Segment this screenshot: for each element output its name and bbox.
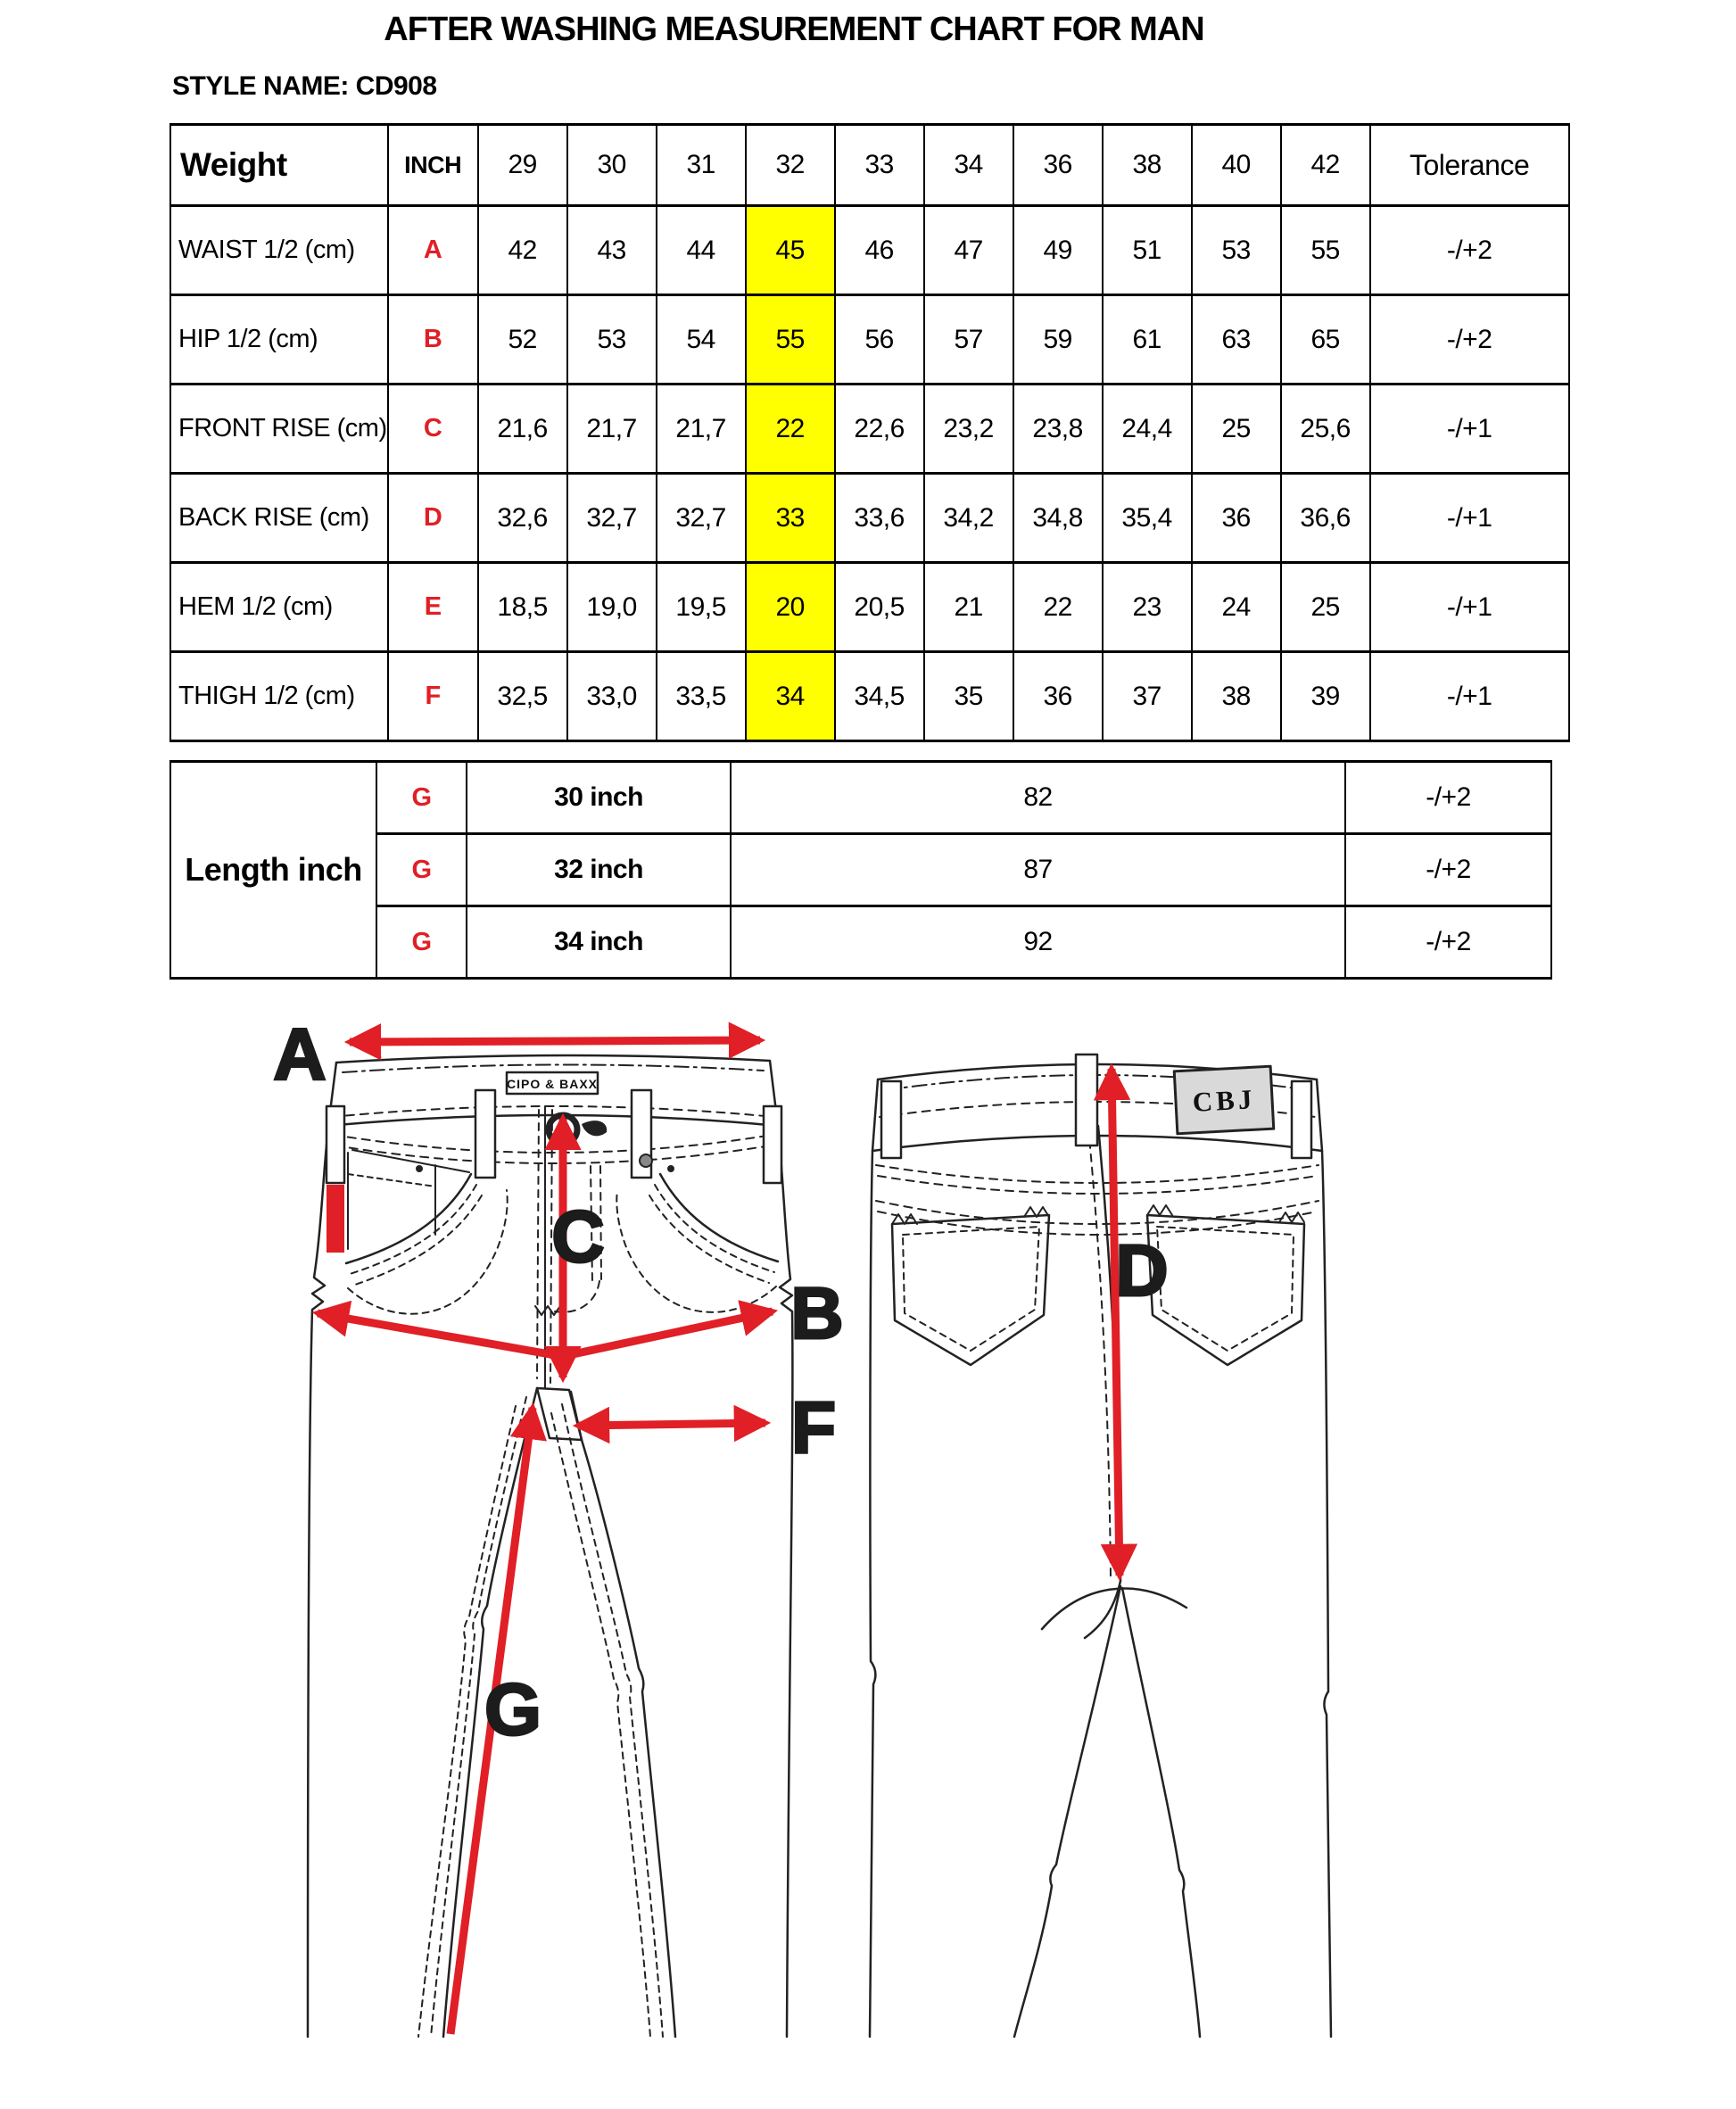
size-cell: 32,7 bbox=[657, 474, 746, 563]
size-cell: 21,7 bbox=[567, 385, 657, 474]
size-cell: 24 bbox=[1192, 563, 1281, 652]
tolerance-cell: -/+2 bbox=[1345, 762, 1551, 834]
size-cell: 32,6 bbox=[478, 474, 567, 563]
size-cell: 56 bbox=[835, 295, 924, 385]
row-label: THIGH 1/2 (cm) bbox=[170, 652, 388, 741]
size-cell: 55 bbox=[1281, 206, 1370, 295]
length-row bbox=[170, 762, 1551, 834]
size-cell: 22 bbox=[1013, 563, 1103, 652]
arrow-a-waist bbox=[350, 1040, 760, 1042]
size-cell: 54 bbox=[657, 295, 746, 385]
jeans-measurement-diagram bbox=[0, 1003, 1736, 2109]
tolerance-cell: -/+1 bbox=[1370, 652, 1569, 741]
size-cell: 25 bbox=[1192, 385, 1281, 474]
diagram-label-b: B bbox=[790, 1273, 844, 1354]
size-cell: 33,0 bbox=[567, 652, 657, 741]
size-cell: 33,5 bbox=[657, 652, 746, 741]
arrow-b-hip-left bbox=[318, 1313, 555, 1355]
header-size: 34 bbox=[924, 125, 1013, 206]
measure-letter: E bbox=[388, 563, 478, 652]
header-size: 38 bbox=[1103, 125, 1192, 206]
size-cell: 34,5 bbox=[835, 652, 924, 741]
length-value: 92 bbox=[731, 906, 1345, 979]
size-cell: 51 bbox=[1103, 206, 1192, 295]
arrow-f-thigh bbox=[578, 1423, 765, 1426]
measure-letter: F bbox=[388, 652, 478, 741]
measure-letter: G bbox=[376, 762, 467, 834]
tolerance-cell: -/+2 bbox=[1345, 834, 1551, 906]
size-cell: 42 bbox=[478, 206, 567, 295]
size-cell-highlighted: 55 bbox=[746, 295, 835, 385]
size-cell: 25 bbox=[1281, 563, 1370, 652]
length-row bbox=[170, 834, 1551, 906]
table-row bbox=[170, 652, 1569, 741]
size-cell: 34,2 bbox=[924, 474, 1013, 563]
size-cell: 32,5 bbox=[478, 652, 567, 741]
length-table bbox=[169, 760, 1552, 980]
size-cell: 23 bbox=[1103, 563, 1192, 652]
jeans-front-view bbox=[308, 1055, 792, 2037]
size-cell: 43 bbox=[567, 206, 657, 295]
size-cell: 36 bbox=[1192, 474, 1281, 563]
diagram-label-g: G bbox=[484, 1669, 541, 1750]
size-cell: 39 bbox=[1281, 652, 1370, 741]
length-value: 82 bbox=[731, 762, 1345, 834]
measure-letter: A bbox=[388, 206, 478, 295]
measure-letter: G bbox=[376, 834, 467, 906]
size-cell: 63 bbox=[1192, 295, 1281, 385]
row-label: FRONT RISE (cm) bbox=[170, 385, 388, 474]
size-cell: 23,2 bbox=[924, 385, 1013, 474]
size-cell: 65 bbox=[1281, 295, 1370, 385]
length-table-title: Length inch bbox=[170, 762, 376, 979]
size-cell: 53 bbox=[1192, 206, 1281, 295]
row-label: HEM 1/2 (cm) bbox=[170, 563, 388, 652]
header-size: 36 bbox=[1013, 125, 1103, 206]
size-cell: 23,8 bbox=[1013, 385, 1103, 474]
size-cell: 19,0 bbox=[567, 563, 657, 652]
table-row bbox=[170, 385, 1569, 474]
size-cell: 57 bbox=[924, 295, 1013, 385]
arrow-b-hip-right bbox=[560, 1311, 773, 1357]
header-size: 31 bbox=[657, 125, 746, 206]
size-cell: 52 bbox=[478, 295, 567, 385]
size-cell: 61 bbox=[1103, 295, 1192, 385]
size-cell: 33,6 bbox=[835, 474, 924, 563]
table-row bbox=[170, 474, 1569, 563]
size-cell: 38 bbox=[1192, 652, 1281, 741]
size-table bbox=[169, 123, 1570, 742]
size-cell-highlighted: 45 bbox=[746, 206, 835, 295]
length-label: 32 inch bbox=[467, 834, 731, 906]
size-cell: 21,6 bbox=[478, 385, 567, 474]
size-cell-highlighted: 20 bbox=[746, 563, 835, 652]
size-cell: 25,6 bbox=[1281, 385, 1370, 474]
length-label: 30 inch bbox=[467, 762, 731, 834]
table-row bbox=[170, 563, 1569, 652]
size-cell: 21 bbox=[924, 563, 1013, 652]
style-name: STYLE NAME: CD908 bbox=[172, 71, 437, 101]
tolerance-cell: -/+1 bbox=[1370, 474, 1569, 563]
size-cell-highlighted: 33 bbox=[746, 474, 835, 563]
header-tolerance: Tolerance bbox=[1370, 125, 1569, 206]
tolerance-cell: -/+1 bbox=[1370, 563, 1569, 652]
header-size: 33 bbox=[835, 125, 924, 206]
size-cell: 37 bbox=[1103, 652, 1192, 741]
length-label: 34 inch bbox=[467, 906, 731, 979]
header-size: 40 bbox=[1192, 125, 1281, 206]
table-row bbox=[170, 206, 1569, 295]
size-cell: 22,6 bbox=[835, 385, 924, 474]
size-cell: 46 bbox=[835, 206, 924, 295]
size-table-header-row bbox=[170, 125, 1569, 206]
measure-letter: B bbox=[388, 295, 478, 385]
row-label: HIP 1/2 (cm) bbox=[170, 295, 388, 385]
size-cell-highlighted: 22 bbox=[746, 385, 835, 474]
size-cell: 35 bbox=[924, 652, 1013, 741]
header-size: 29 bbox=[478, 125, 567, 206]
tolerance-cell: -/+2 bbox=[1370, 206, 1569, 295]
diagram-label-f: F bbox=[790, 1387, 837, 1468]
size-cell: 53 bbox=[567, 295, 657, 385]
row-label: BACK RISE (cm) bbox=[170, 474, 388, 563]
size-cell: 59 bbox=[1013, 295, 1103, 385]
measure-letter: C bbox=[388, 385, 478, 474]
diagram-label-d: D bbox=[1115, 1230, 1169, 1311]
size-cell: 49 bbox=[1013, 206, 1103, 295]
table-row bbox=[170, 295, 1569, 385]
measure-letter: G bbox=[376, 906, 467, 979]
header-size: 32 bbox=[746, 125, 835, 206]
length-value: 87 bbox=[731, 834, 1345, 906]
length-row bbox=[170, 906, 1551, 979]
size-cell: 34,8 bbox=[1013, 474, 1103, 563]
size-cell: 44 bbox=[657, 206, 746, 295]
header-inch: INCH bbox=[388, 125, 478, 206]
tolerance-cell: -/+2 bbox=[1370, 295, 1569, 385]
measure-letter: D bbox=[388, 474, 478, 563]
size-cell: 24,4 bbox=[1103, 385, 1192, 474]
tolerance-cell: -/+2 bbox=[1345, 906, 1551, 979]
header-size: 42 bbox=[1281, 125, 1370, 206]
size-cell: 20,5 bbox=[835, 563, 924, 652]
size-cell: 36,6 bbox=[1281, 474, 1370, 563]
size-cell: 21,7 bbox=[657, 385, 746, 474]
size-cell-highlighted: 34 bbox=[746, 652, 835, 741]
arrow-d-back-rise bbox=[1112, 1069, 1120, 1576]
jeans-back-view bbox=[870, 1054, 1331, 2037]
size-cell: 36 bbox=[1013, 652, 1103, 741]
front-brand-label: CIPO & BAXX bbox=[506, 1077, 599, 1091]
size-cell: 19,5 bbox=[657, 563, 746, 652]
page-title: AFTER WASHING MEASUREMENT CHART FOR MAN bbox=[384, 11, 1204, 48]
row-label: WAIST 1/2 (cm) bbox=[170, 206, 388, 295]
diagram-label-c: C bbox=[551, 1196, 605, 1278]
header-size: 30 bbox=[567, 125, 657, 206]
header-weight: Weight bbox=[170, 125, 388, 206]
size-cell: 47 bbox=[924, 206, 1013, 295]
size-cell: 32,7 bbox=[567, 474, 657, 563]
size-cell: 35,4 bbox=[1103, 474, 1192, 563]
size-cell: 18,5 bbox=[478, 563, 567, 652]
back-brand-label: CBJ bbox=[1191, 1083, 1257, 1118]
tolerance-cell: -/+1 bbox=[1370, 385, 1569, 474]
diagram-label-a: A bbox=[273, 1014, 327, 1096]
